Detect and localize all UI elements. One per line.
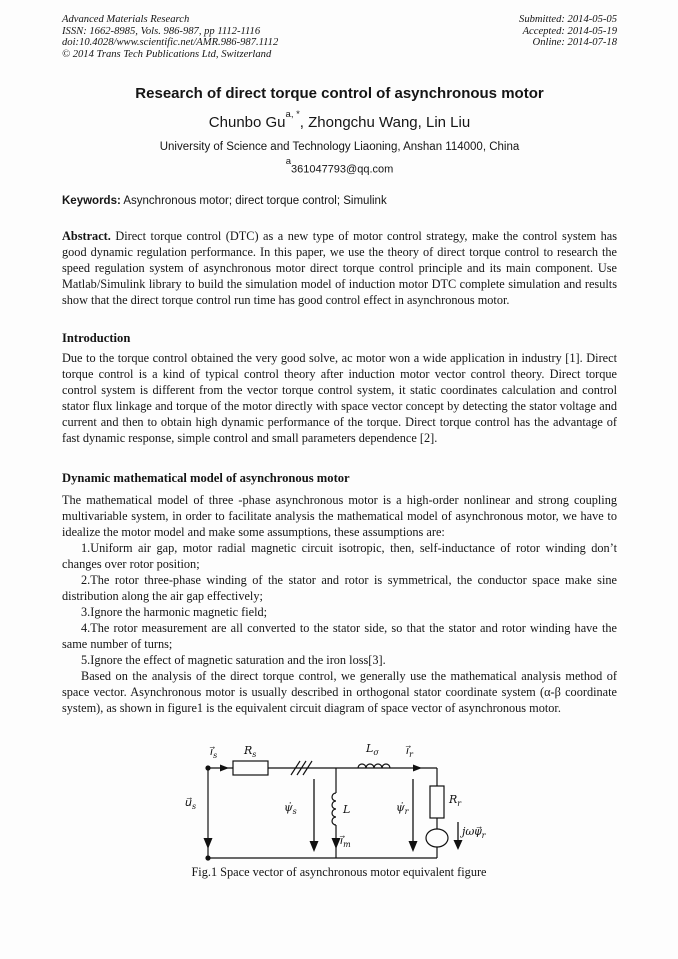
jw-psi-r-arrowhead: [454, 840, 463, 850]
inductor-L-coil: [332, 793, 336, 825]
psi-r-arrowhead: [409, 841, 418, 852]
authors-line: [62, 109, 617, 133]
introduction-paragraph: Due to the torque control obtained the very good solve, ac motor won a wide application in industry [1]. Direct torque control is a kind of typical control theory after induction motor vector control theory. Direct torque control system is different from the vector torque control system, it static coordinates calculation and control stator flux linkage and torque of the motor directly with space vector concept by detecting the stator voltage and current and then to obtain high dynamic performance of the torque. Direct torque control has the advantage of fast dynamic response, simple control and small parameters dependence [2].: [62, 351, 617, 446]
circuit-diagram: [170, 737, 520, 867]
doi-line: doi:10.4028/www.scientific.net/AMR.986-987.1112: [62, 37, 279, 49]
issn-line: ISSN: 1662-8985, Vols. 986-987, pp 1112-1116: [62, 25, 261, 37]
node-dot: [205, 855, 210, 860]
node-dot: [205, 765, 210, 770]
keywords-text: Asynchronous motor; direct torque control; Simulink: [120, 195, 387, 208]
submission-dates: [519, 14, 617, 60]
publication-header: [62, 14, 617, 60]
paper-title: Research of direct torque control of asynchronous motor: [135, 85, 544, 103]
accepted-date: Accepted: 2014-05-19: [522, 25, 617, 37]
label-im: $i⃗_m$: [340, 834, 351, 849]
section-heading-introduction: Introduction: [62, 331, 131, 346]
online-date: Online: 2014-07-18: [532, 37, 617, 49]
abstract-paragraph: [62, 228, 617, 308]
emf-source-circle: [426, 829, 448, 847]
copyright-line: © 2014 Trans Tech Publications Ltd, Switzerland: [62, 48, 272, 60]
author-first: Chunbo Gu: [208, 114, 286, 132]
email-address: 361047793@qq.com: [290, 164, 394, 177]
assumption-item: 3.Ignore the harmonic magnetic field;: [81, 605, 268, 620]
model-paragraph: The mathematical model of three -phase asynchronous motor is a high-order nonlinear and strong coupling multivariable system, in order to facilitate analysis the mathematical model of asynchronous motor, we have to idealize the motor model and make some assumptions, these assumptions are:: [62, 493, 617, 540]
abstract-text: Direct torque control (DTC) as a new type of motor control strategy, make the control system has good dynamic regulation performance. In this paper, we use the theory of direct torque control to research the speed regulation system of asynchronous motor direct torque control principle and its main component. Use Matlab/Simulink library to build the simulation model of induction motor DTC complete simulation and results show that the direct torque control run time has good control effect in asynchronous motor.: [62, 229, 617, 308]
label-psi-s: $\psi̇_s$: [284, 801, 297, 816]
email-superscript: a: [285, 156, 291, 168]
assumption-item: 1.Uniform air gap, motor radial magnetic circuit isotropic, then, self-inductance of rotor winding don’t changes over rotor position;: [62, 541, 617, 572]
abstract-label: Abstract.: [62, 229, 111, 244]
keywords-label: Keywords:: [62, 195, 121, 208]
submitted-date: Submitted: 2014-05-05: [519, 14, 617, 25]
journal-name: Advanced Materials Research: [62, 14, 190, 25]
label-rs: $R_s$: [244, 744, 257, 759]
section-heading-model: Dynamic mathematical model of asynchronous motor: [62, 471, 350, 486]
label-ir: $i⃗_r$: [406, 744, 413, 759]
label-is: $i⃗_s$: [210, 745, 218, 760]
label-rr: $R_r$: [449, 793, 462, 808]
resistor-Rr-box: [430, 786, 444, 818]
us-arrowhead: [204, 838, 213, 849]
psi-s-arrowhead: [310, 841, 319, 852]
assumption-item: 4.The rotor measurement are all converted to the stator side, so that the stator and rotor winding have the same number of turns;: [62, 621, 617, 652]
figure-caption: Fig.1 Space vector of asynchronous motor equivalent figure: [191, 865, 487, 879]
figure-equivalent-circuit: [170, 737, 520, 867]
assumption-item: 2.The rotor three-phase winding of the stator and rotor is symmetrical, the conductor space make sine distribution along the air gap effectively;: [62, 573, 617, 604]
authors-rest: , Zhongchu Wang, Lin Liu: [299, 114, 471, 132]
label-lsigma: $L_\sigma$: [366, 742, 379, 757]
affiliation-line: University of Science and Technology Liaoning, Anshan 114000, China: [159, 141, 520, 154]
email-line: [62, 156, 617, 177]
is-arrowhead: [220, 765, 229, 772]
author-superscript: a, *: [285, 109, 300, 121]
label-psi-r: $\psi̇_r$: [396, 801, 409, 816]
ir-arrowhead: [413, 765, 422, 772]
journal-info: [62, 14, 278, 60]
label-us: $u⃗_s$: [185, 796, 197, 811]
label-l: L: [343, 803, 351, 816]
resistor-Rs-box: [233, 761, 268, 775]
assumption-item: 5.Ignore the effect of magnetic saturation and the iron loss[3].: [81, 653, 386, 668]
model-closing-paragraph: Based on the analysis of the direct torque control, we generally use the mathematical analysis method of space vector. Asynchronous motor is usually described in orthogonal stator coordinate system (α-β coordinate system), as shown in figure1 is the equivalent circuit diagram of space vector of asynchronous motor.: [62, 669, 617, 716]
keywords-line: [62, 194, 617, 209]
label-jw-psi-r: $j\omega\psi⃗_r$: [462, 825, 486, 840]
